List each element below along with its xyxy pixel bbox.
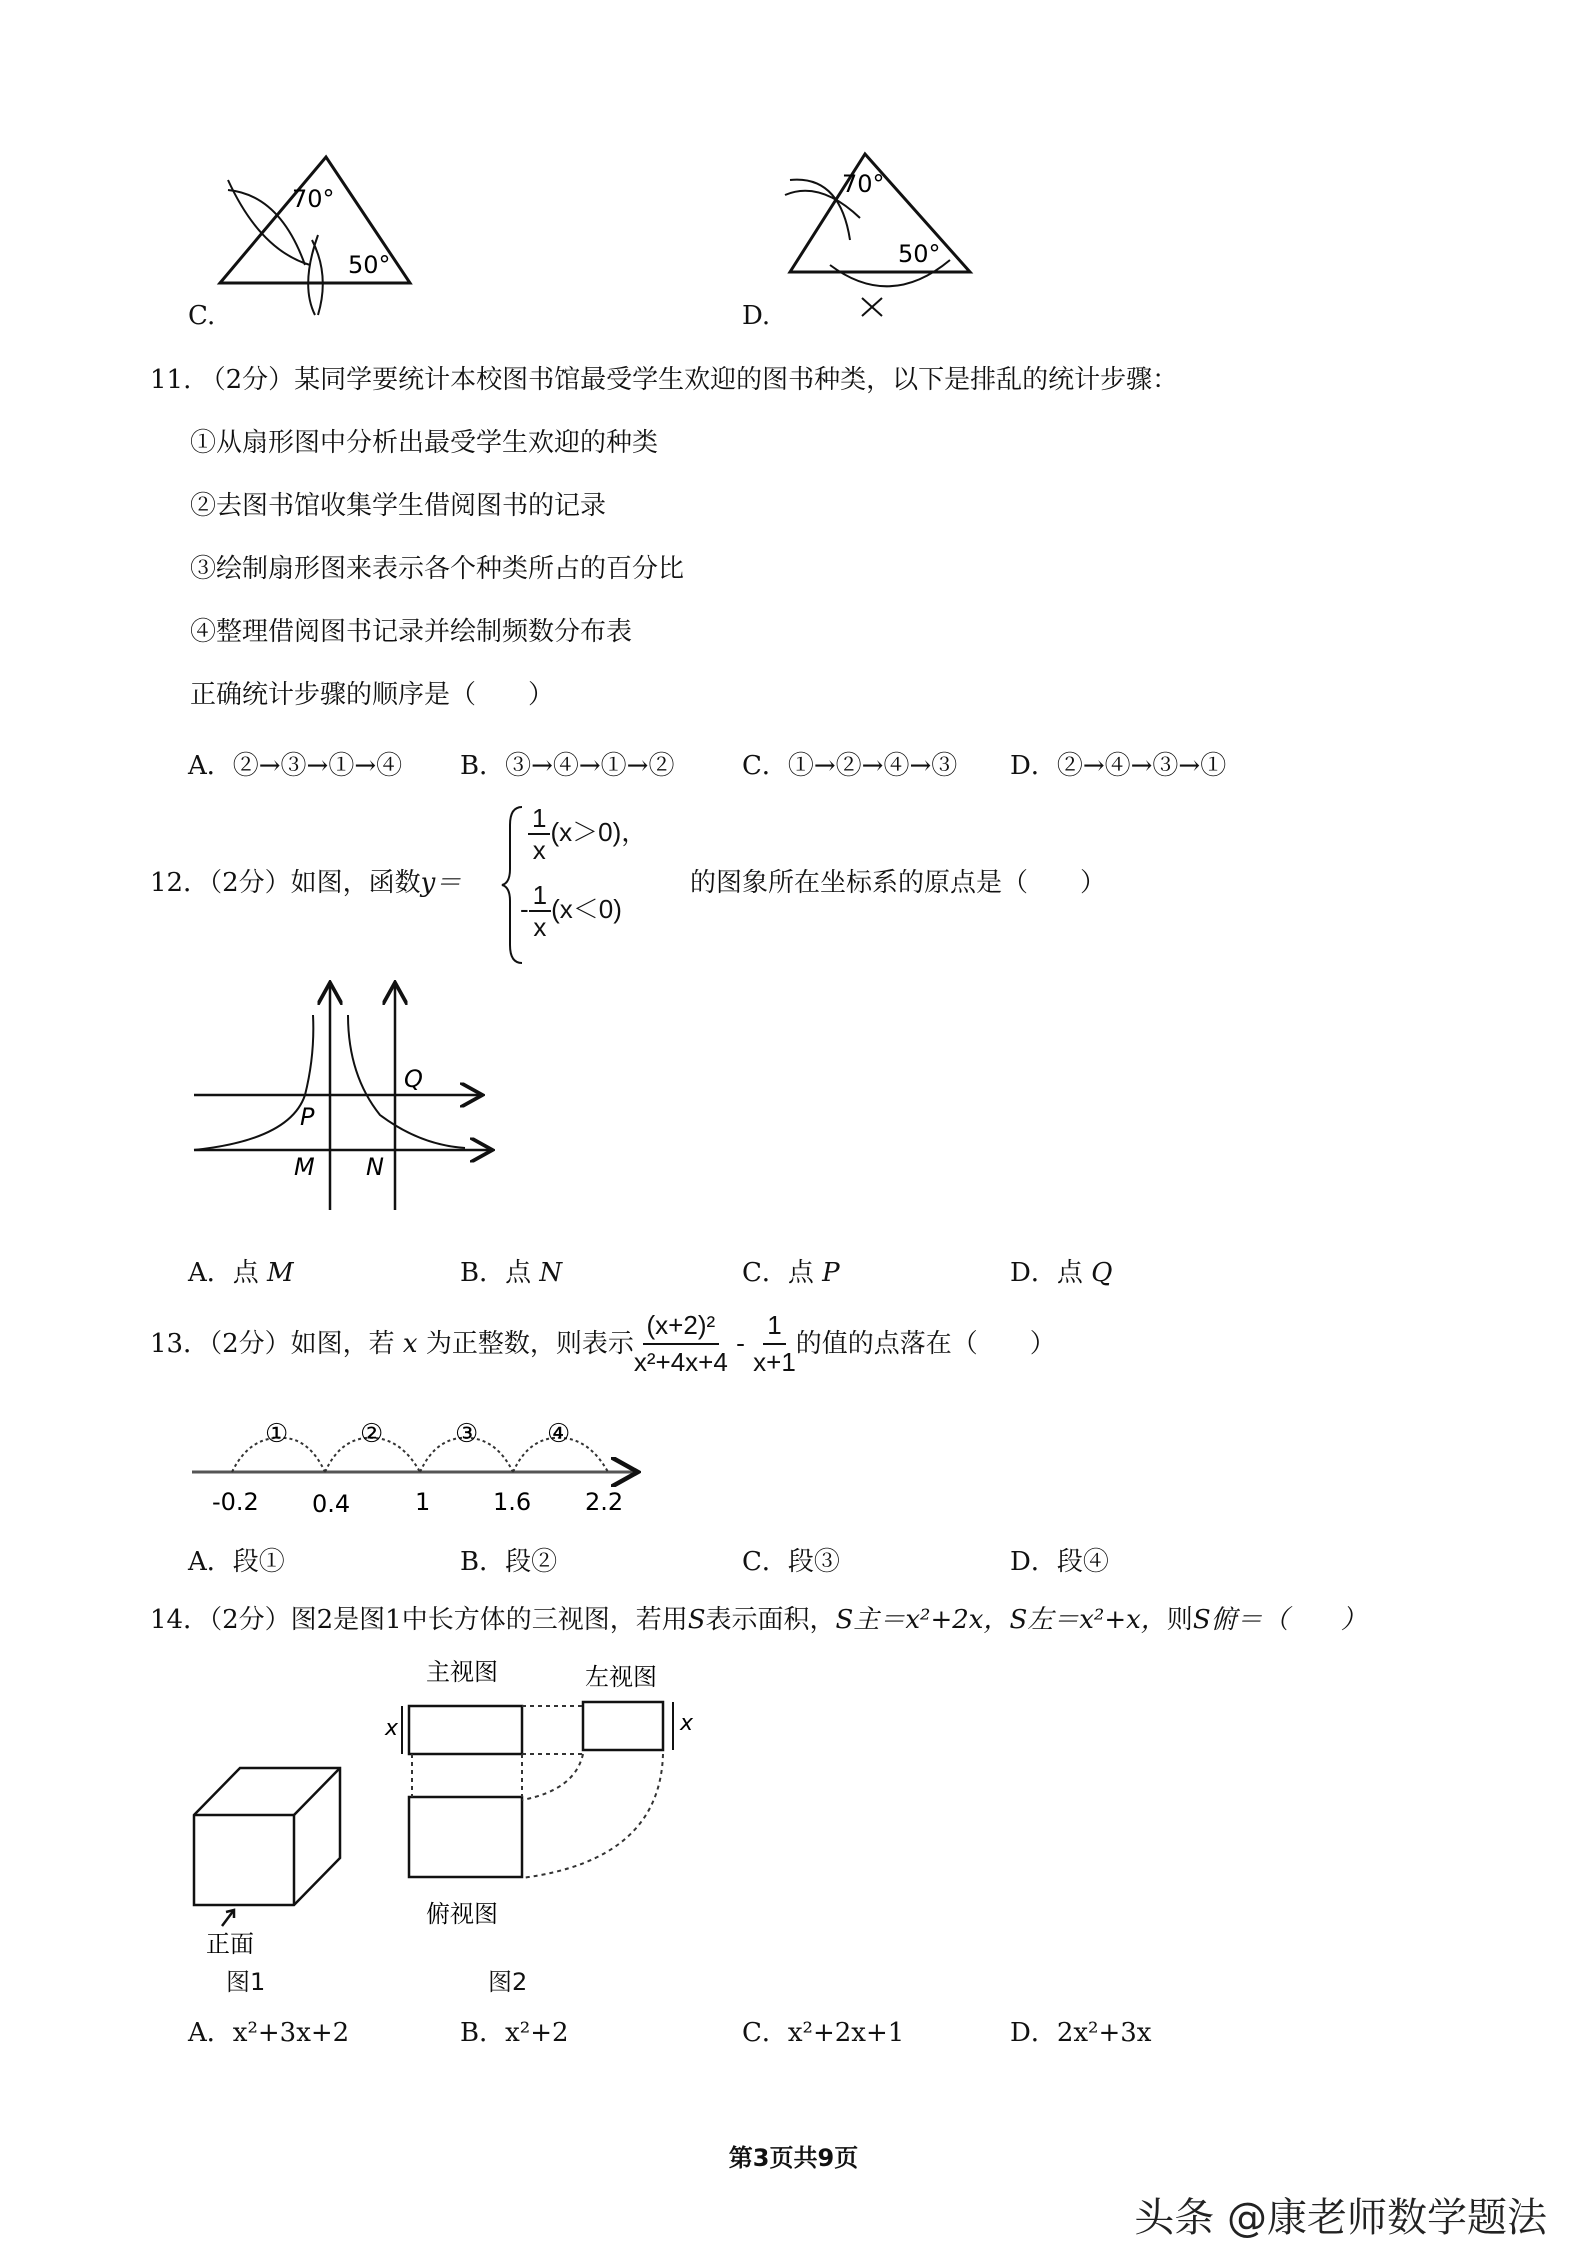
front-view-label: 主视图 xyxy=(426,1658,498,1686)
angle-label-top: 70° xyxy=(292,185,335,213)
q12-option-a[interactable]: A．点 M xyxy=(188,1258,294,1288)
q13-option-c[interactable]: C．段③ xyxy=(742,1547,840,1577)
watermark: 头条 @康老师数学题法 xyxy=(1134,2195,1547,2241)
tick-label: 1.6 xyxy=(493,1488,532,1516)
q12-option-d[interactable]: D．点 Q xyxy=(1010,1258,1113,1288)
point-label-n: N xyxy=(366,1153,384,1181)
point-label-m: M xyxy=(294,1153,315,1181)
tick-label: 1 xyxy=(415,1488,431,1516)
q12-graph xyxy=(190,975,510,1215)
q12-case-2: - $\frac{1}{x}$ (x＜0) xyxy=(520,880,622,942)
q14-option-b[interactable]: B．x²+2 xyxy=(460,2018,569,2048)
q11-stem: 11. （2分）某同学要统计本校图书馆最受学生欢迎的图书种类，以下是排乱的统计步骤： xyxy=(150,365,1179,395)
segment-label: ③ xyxy=(455,1419,479,1449)
point-label-q: Q xyxy=(404,1065,423,1093)
q11-step: ①从扇形图中分析出最受学生欢迎的种类 xyxy=(190,428,659,458)
q10-figure-c xyxy=(220,155,440,325)
q14-option-c[interactable]: C．x²+2x+1 xyxy=(742,2018,905,2048)
q14-option-d[interactable]: D．2x²+3x xyxy=(1010,2018,1152,2048)
segment-label: ④ xyxy=(547,1419,571,1449)
q11-ask: 正确统计步骤的顺序是（ ） xyxy=(190,680,555,710)
q12-option-c[interactable]: C．点 P xyxy=(742,1258,840,1288)
q11-step: ③绘制扇形图来表示各个种类所占的百分比 xyxy=(190,554,685,584)
segment-label: ② xyxy=(360,1419,384,1449)
angle-label-right: 50° xyxy=(898,240,941,268)
q11-option-c[interactable]: C．①→②→④→③ xyxy=(742,751,958,781)
segment-label: ① xyxy=(265,1419,289,1449)
tick-label: 2.2 xyxy=(585,1488,624,1516)
q13-number-line xyxy=(190,1420,650,1520)
q12-option-b[interactable]: B．点 N xyxy=(460,1258,563,1288)
q11-option-d[interactable]: D．②→④→③→① xyxy=(1010,751,1227,781)
q13-stem: 13．（2分）如图，若 x 为正整数，则表示 $\frac{\text{(x+2)²}}{\text{x²+4x+4}}$ - $\frac{1}{x+1}$ 的值的点落在（ ） xyxy=(150,1310,1056,1378)
front-label: 正面 xyxy=(206,1930,254,1958)
q13-option-a[interactable]: A．段① xyxy=(188,1547,285,1577)
angle-label-right: 50° xyxy=(348,251,391,279)
q11-step: ②去图书馆收集学生借阅图书的记录 xyxy=(190,491,607,521)
q14-option-a[interactable]: A．x²+3x+2 xyxy=(188,2018,350,2048)
q10-option-d[interactable]: D. xyxy=(742,301,771,331)
top-view-label: 俯视图 xyxy=(426,1900,498,1928)
q10-figure-d xyxy=(780,150,1000,330)
q14-stem: 14．（2分）图2是图1中长方体的三视图，若用S表示面积，S主＝x²+2x，S左＝x²+x，则S俯＝（ ） xyxy=(150,1605,1367,1635)
q11-option-a[interactable]: A．②→③→①→④ xyxy=(188,751,403,781)
page-footer: 第3页共9页 xyxy=(728,2144,859,2172)
q10-option-c[interactable]: C. xyxy=(188,301,216,331)
q12-suffix: 的图象所在坐标系的原点是（ ） xyxy=(690,868,1107,898)
q13-option-b[interactable]: B．段② xyxy=(460,1547,558,1577)
q12-prefix: 12．（2分）如图，函数y＝ xyxy=(150,868,462,898)
fig1-caption: 图1 xyxy=(226,1968,266,1996)
dimension-x-label: x xyxy=(680,1711,694,1736)
q14-figures xyxy=(190,1650,710,1960)
tick-label: 0.4 xyxy=(312,1490,351,1518)
q13-option-d[interactable]: D．段④ xyxy=(1010,1547,1109,1577)
angle-label-top: 70° xyxy=(842,170,885,198)
q11-step: ④整理借阅图书记录并绘制频数分布表 xyxy=(190,617,633,647)
point-label-p: P xyxy=(300,1103,315,1131)
fig2-caption: 图2 xyxy=(488,1968,528,1996)
q11-option-b[interactable]: B．③→④→①→② xyxy=(460,751,675,781)
tick-label: -0.2 xyxy=(212,1488,259,1516)
q12-case-1: $\frac{1}{x}$ (x＞0)， xyxy=(528,805,647,863)
dimension-x-label: x xyxy=(385,1716,399,1741)
left-view-label: 左视图 xyxy=(585,1663,657,1691)
